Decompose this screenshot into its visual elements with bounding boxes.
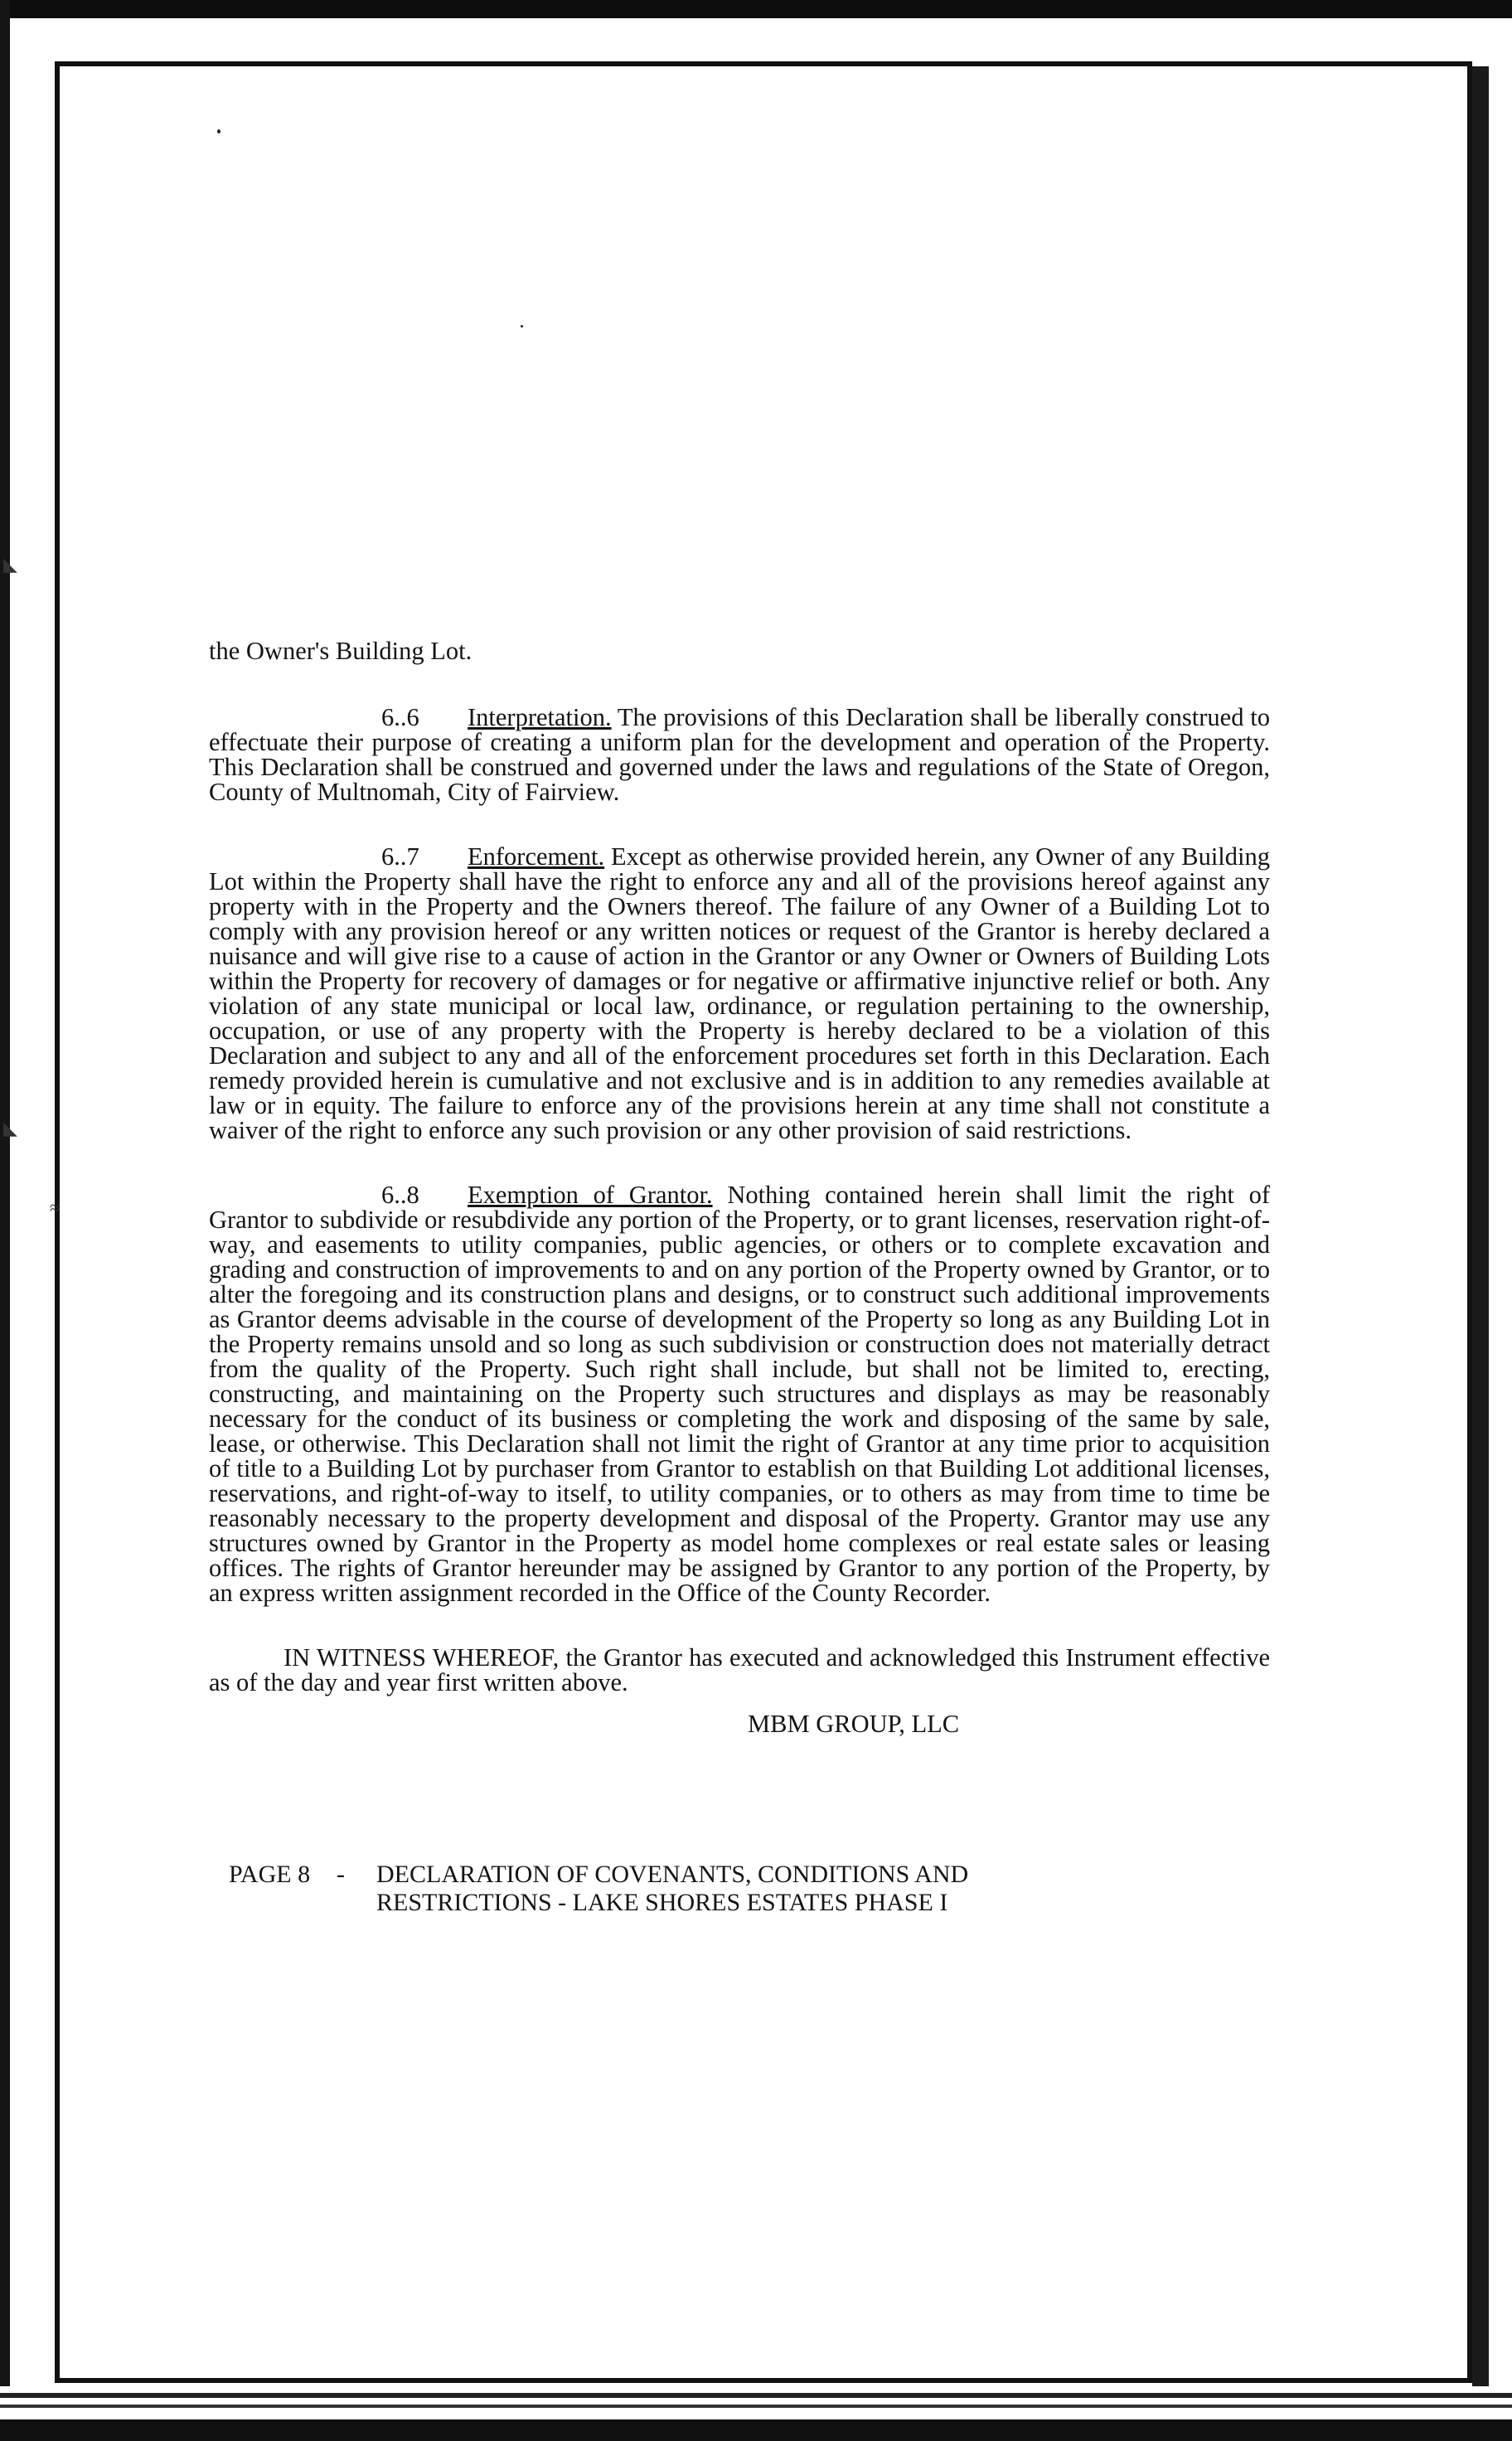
page-number: PAGE 8 bbox=[229, 1861, 311, 1888]
section-heading: Interpretation. bbox=[468, 703, 612, 731]
scan-speck bbox=[217, 129, 220, 133]
section-exemption bbox=[209, 1182, 1270, 1605]
scan-speck bbox=[521, 325, 523, 328]
signatory-name: MBM GROUP, LLC bbox=[748, 1710, 960, 1738]
scan-bottom-edge bbox=[0, 2386, 1512, 2441]
footer-separator: - bbox=[337, 1861, 345, 1888]
section-text: The provisions of this Declaration shall be liberally construed to effectuate their purpose of creating a uniform plan for the development and operation of the Property. This Declaration shall be construed and governed under the laws and regulations of the State of Oregon, County of Multnomah, City of Fairview. bbox=[209, 703, 1271, 806]
section-enforcement bbox=[209, 844, 1270, 1143]
footer-title bbox=[376, 1861, 1006, 1917]
section-number: 6..7 bbox=[381, 842, 419, 871]
section-text: Except as otherwise provided herein, any Owner of any Building Lot within the Property shall have the right to enforce any and all of the provisions hereof against any property with in the Property and the Owners thereof. The failure of any Owner of a Building Lot to comply with any provision hereof or any written notices or request of the Grantor is hereby declared a nuisance and will give rise to a cause of action in the Grantor or any Owner or Owners of Building Lots within the Property for recovery of damages or for negative or affirmative injunctive relief or both. Any violation of any state municipal or local law, ordinance, or regulation pertaining to the ownership, occupation, or use of any property with the Property is hereby declared to be a violation of this Declaration and subject to any and all of the enforcement procedures set forth in this Declaration. Each remedy provided herein is cumulative and not exclusive and is in addition to any remedies available at law or in equity. The failure to enforce any of the provisions herein at any time shall not constitute a waiver of the right to enforce any such provision or any other provision of said restrictions. bbox=[209, 842, 1271, 1144]
scan-right-shadow bbox=[1472, 66, 1489, 2388]
margin-arrow-mark: ◣ bbox=[3, 554, 17, 575]
witness-text: IN WITNESS WHEREOF, the Grantor has executed and acknowledged this Instrument effective as of the day and year first written above. bbox=[209, 1643, 1270, 1696]
scan-left-edge bbox=[0, 0, 10, 2441]
footer-title-line-2: RESTRICTIONS - LAKE SHORES ESTATES PHASE I bbox=[376, 1889, 948, 1916]
continuation-text: the Owner's Building Lot. bbox=[209, 637, 472, 665]
section-number: 6..6 bbox=[381, 703, 419, 731]
margin-arrow-mark: ◣ bbox=[3, 1118, 17, 1138]
footer-title-line-1: DECLARATION OF COVENANTS, CONDITIONS AND bbox=[376, 1861, 969, 1888]
section-heading: Exemption of Grantor. bbox=[468, 1181, 713, 1209]
section-text: Nothing contained herein shall limit the right of Grantor to subdivide or resubdivide any portion of the Property, or to grant licenses, reservation right-of-way, and easements to utility companies, public agencies, or others or to complete excavation and grading and construction of improvements to and on any portion of the Property owned by Grantor, or to alter the foregoing and its construction plans and designs, or to construct such additional improvements as Grantor deems advisable in the course of development of the Property so long as any Building Lot in the Property remains unsold and so long as such subdivision or construction does not materially detract from the quality of the Property. Such right shall include, but shall not be limited to, erecting, constructing, and maintaining on the Property such structures and displays as may be reasonably necessary for the conduct of its business or completing the work and disposing of the same by sale, lease, or otherwise. This Declaration shall not limit the right of Grantor at any time prior to acquisition of title to a Building Lot by purchaser from Grantor to establish on that Building Lot additional licenses, reservations, and right-of-way to itself, to utility companies, or to others as may from time to time be reasonably necessary to the property development and disposal of the Property. Grantor may use any structures owned by Grantor in the Property as model home complexes or real estate sales or leasing offices. The rights of Grantor hereunder may be assigned by Grantor to any portion of the Property, by an express written assignment recorded in the Office of the County Recorder. bbox=[209, 1181, 1271, 1607]
margin-scribble-mark: ≈ bbox=[50, 1197, 61, 1218]
scan-top-edge bbox=[0, 0, 1512, 18]
witness-clause bbox=[209, 1645, 1270, 1695]
section-number: 6..8 bbox=[381, 1181, 419, 1209]
document-body bbox=[209, 638, 1270, 1917]
page-footer bbox=[209, 1861, 1270, 1917]
section-interpretation bbox=[209, 705, 1270, 804]
section-heading: Enforcement. bbox=[468, 842, 605, 871]
